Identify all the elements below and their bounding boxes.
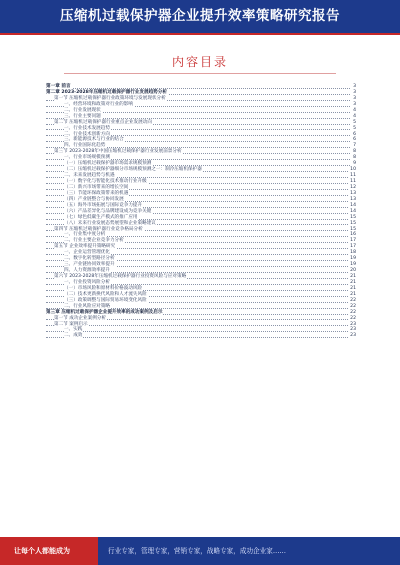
toc-entry-page: 22 [350, 303, 356, 309]
toc-entry-page: 8 [353, 155, 356, 161]
toc-leader-dots [46, 337, 350, 338]
footer-slogan: 让每个人都能成为 [14, 547, 70, 555]
toc-entry-title: 二、行业发展现状 [64, 107, 101, 113]
toc-entry-page: 11 [350, 179, 356, 184]
toc-entry-page: 8 [353, 149, 356, 155]
toc-entry-page: 14 [350, 208, 356, 214]
toc-entry-title: （七）绿色低碳生产模式的推广应用 [64, 214, 138, 220]
toc-entry-title: 一、行业投资风险分析 [64, 279, 110, 285]
toc-entry-title: （三）节能环保政策带来的机遇 [64, 190, 129, 196]
toc-entry-page: 22 [350, 297, 356, 303]
toc-leader-dots [46, 325, 350, 326]
toc-entry-page: 5 [353, 119, 356, 125]
toc-entry-title: 二、行业技术创新方向 [64, 131, 110, 137]
toc-entry-title: 二、成效 [64, 333, 83, 339]
toc-entry-page: 15 [350, 214, 356, 220]
toc-entry-page: 7 [353, 143, 356, 149]
toc-entry-page: 13 [350, 190, 356, 196]
toc-entry-page: 9 [353, 161, 356, 167]
toc-entry-page: 21 [350, 291, 356, 297]
toc-entry-page: 19 [350, 262, 356, 268]
toc-entry-title: 二、行业风险应对策略 [64, 303, 110, 309]
toc-entry-title: （三）政策调整与国际贸易环境变化风险 [64, 297, 147, 303]
toc-entry-title: （二）新兴市场带来的增长空间 [64, 184, 129, 190]
toc-entry-page: 23 [350, 333, 356, 339]
toc-entry[interactable] [46, 333, 356, 339]
toc-entry-title: （六）产品差异化与品牌建设成为竞争关键 [64, 208, 152, 214]
toc-entry-title: （一）市场风险和原材料价格波动风险 [64, 285, 143, 291]
toc-entry-title: 二、未来发展趋势与机遇 [64, 173, 115, 179]
toc-entry-page: 19 [350, 256, 356, 262]
toc-entry-title: （一）压缩机过载保护器市场需求规模预测 [64, 161, 152, 167]
toc-entry-title: 二、数字化转型路径分析 [64, 256, 115, 262]
toc-entry-page: 5 [353, 125, 356, 131]
toc-entry-page: 16 [350, 232, 356, 238]
toc-entry-title: 第三节 2023-2028年中国压缩机过载保护器行业发展前景分析 [54, 149, 182, 155]
toc-entry-title: 第二节 压缩机过载保护器行业重点企业发展动向 [54, 119, 152, 125]
toc-entry-page: 10 [350, 167, 356, 173]
toc-entry-title: 一、实践 [64, 327, 83, 333]
toc-entry-page: 15 [350, 226, 356, 232]
toc-entry-title: 第二节 案例启示 [54, 321, 88, 327]
toc-entry-page: 22 [350, 309, 356, 315]
toc-entry-page: 6 [353, 137, 356, 143]
toc-entry-page: 20 [350, 268, 356, 274]
toc-entry-title: 第一章 前言 [46, 84, 71, 89]
toc-entry-title: （二）压缩机过载保护器细分市场规模预测之一：制冷压缩机保护器 [64, 167, 202, 173]
toc-entry-page: 11 [350, 173, 356, 179]
header-accent-line [0, 33, 400, 35]
toc-entry-title: 一、行业技术发展趋势 [64, 125, 110, 131]
toc-entry-title: 第四节 压缩机过载保护器行业竞争格局分析 [54, 226, 143, 232]
toc-entry-title: 第一节 成功企业案例分析 [54, 315, 106, 321]
toc-entry-title: （四）产业链整合与协同发展 [64, 196, 124, 202]
toc-entry-page: 4 [353, 113, 356, 119]
toc-entry-page: 15 [350, 220, 356, 226]
toc-leader-dots [46, 331, 350, 332]
toc-entry-title: 第一节 压缩机过载保护器行业政策环境与发展现状分析 [54, 95, 166, 101]
toc-entry-title: 一、企业运营管理优化 [64, 250, 110, 256]
toc-leader-dots [46, 88, 350, 89]
toc-entry-title: 第三章 压缩机过载保护器企业提升效率的成功案例及启示 [46, 309, 163, 315]
toc-entry-title: （二）技术更新换代风险和人才流失风险 [64, 291, 147, 297]
toc-entry-title: （八）未来行业发展态势展望和企业策略建议 [64, 220, 156, 226]
toc-entry-title: 一、行业市场规模预测 [64, 155, 110, 161]
toc-entry-title: （五）海外市场拓展与国际竞争力提升 [64, 202, 143, 208]
toc-entry-page: 14 [350, 202, 356, 208]
toc-entry-page: 3 [353, 101, 356, 107]
report-title: 压缩机过载保护器企业提升效率策略研究报告 [60, 8, 340, 24]
toc-entry-title: 第六节 2023-2028年压缩机过载保护器行业投资风险与应对策略 [54, 274, 187, 279]
toc-entry-page: 3 [353, 84, 356, 89]
toc-entry-title: 一、经营环境和政策对行业的影响 [64, 101, 133, 107]
toc-entry-title: 三、新能源技术与行业的结合 [64, 137, 124, 143]
toc-entry-page: 13 [350, 196, 356, 202]
toc-entry-page: 22 [350, 315, 356, 321]
toc-entry-title: 三、产业链协同效率提升 [64, 262, 115, 268]
toc-entry-page: 3 [353, 95, 356, 101]
toc-entry-page: 12 [350, 184, 356, 190]
table-of-contents [46, 84, 356, 339]
toc-heading: 内容目录 [171, 55, 228, 69]
toc-entry-page: 17 [350, 244, 356, 250]
toc-entry-page: 3 [353, 89, 356, 95]
toc-entry-title: 四、人力资源效率提升 [64, 268, 110, 274]
toc-entry-page: 18 [350, 250, 356, 256]
toc-entry-page: 23 [350, 321, 356, 327]
toc-entry-page: 21 [350, 279, 356, 285]
toc-entry-title: 二、行业主要企业竞争力分析 [64, 238, 124, 244]
toc-entry-title: 三、行业主要问题 [64, 113, 101, 119]
toc-entry-page: 4 [353, 107, 356, 113]
toc-entry-title: （一）数字化与智能化技术推动行业升级 [64, 179, 147, 184]
toc-heading-divider [64, 73, 336, 74]
toc-entry-title: 四、行业国际化趋势 [64, 143, 106, 149]
toc-entry-page: 23 [350, 327, 356, 333]
toc-entry-title: 第五节 企业效率提升策略研究 [54, 244, 116, 250]
toc-entry-title: 第二章 2023-2028年压缩机过载保护器行业发展趋势分析 [46, 89, 167, 95]
toc-entry-page: 6 [353, 131, 356, 137]
toc-entry-title: 一、行业集中度分析 [64, 232, 106, 238]
toc-entry-page: 21 [350, 285, 356, 291]
toc-entry-page: 17 [350, 238, 356, 244]
footer-tagline: 行业专家，管理专家，营销专家，战略专家，成功企业家…… [108, 547, 287, 555]
toc-entry-page: 21 [350, 274, 356, 279]
